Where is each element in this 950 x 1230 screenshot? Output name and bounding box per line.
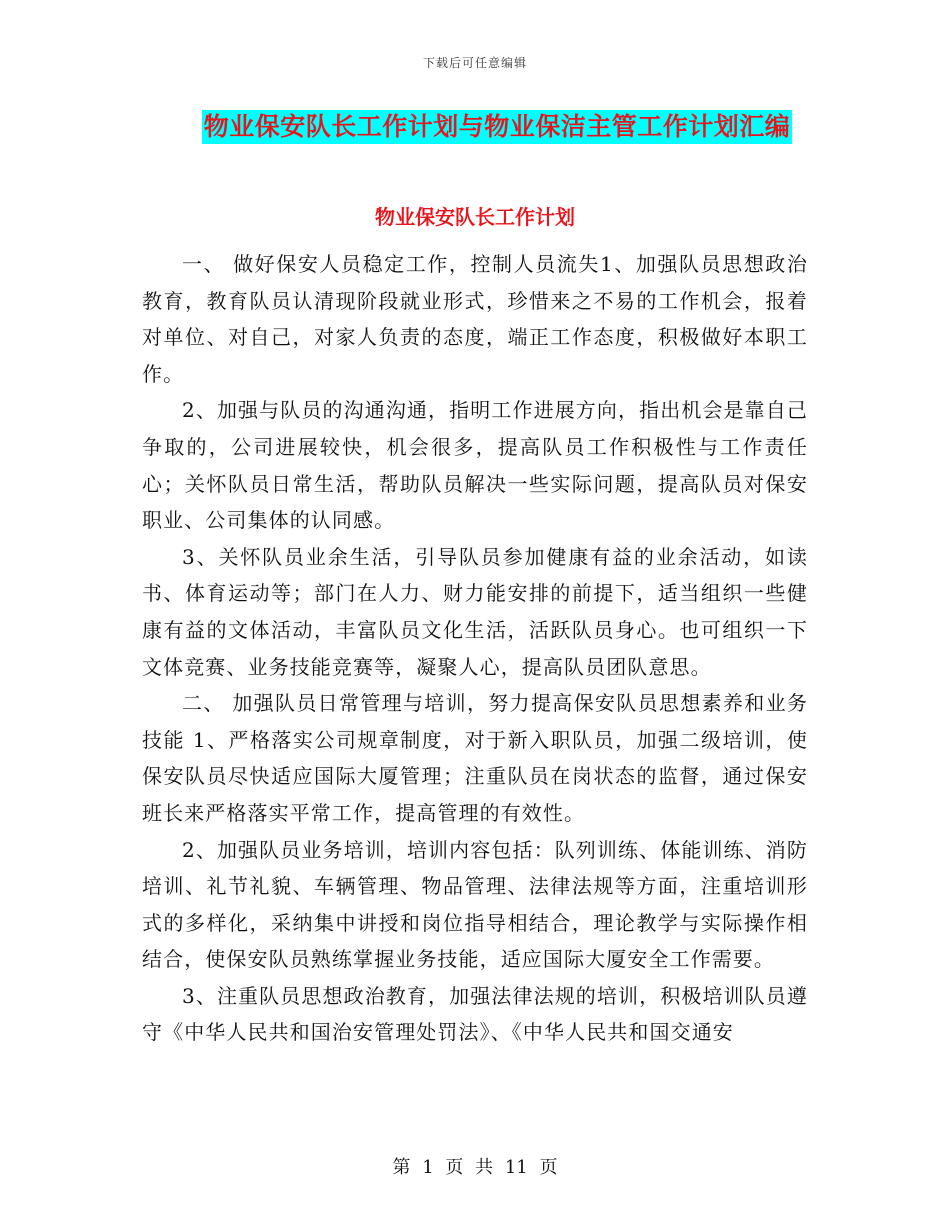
- paragraph: 3、关怀队员业余生活，引导队员参加健康有益的业余活动，如读书、体育运动等；部门在人力、财力能安排的前提下，适当组织一些健康有益的文体活动，丰富队员文化生活，活跃队员身心。也可组织一下文体竞赛、业务技能竞赛等，凝聚人心，提高队员团队意思。: [142, 544, 808, 679]
- paragraph: 2、加强队员业务培训，培训内容包括：队列训练、体能训练、消防培训、礼节礼貌、车辆管理、物品管理、法律法规等方面，注重培训形式的多样化，采纳集中讲授和岗位指导相结合，理论教学与实际操作相结合，使保安队员熟练掌握业务技能，适应国际大厦安全工作需要。: [142, 837, 808, 972]
- document-body: [142, 246, 808, 1051]
- main-title-container: [0, 110, 950, 144]
- paragraph: 2、加强与队员的沟通沟通，指明工作进展方向，指出机会是靠自己争取的，公司进展较快，机会很多，提高队员工作积极性与工作责任心；关怀队员日常生活，帮助队员解决一些实际问题，提高队员对保安职业、公司集体的认同感。: [142, 398, 808, 533]
- paragraph: 二、 加强队员日常管理与培训，努力提高保安队员思想素养和业务技能 1、严格落实公司规章制度，对于新入职队员，加强二级培训，使保安队员尽快适应国际大厦管理；注重队员在岗状态的监督，通过保安班长来严格落实平常工作，提高管理的有效性。: [142, 691, 809, 825]
- document-title: 物业保安队长工作计划与物业保洁主管工作计划汇编: [202, 110, 793, 144]
- page-footer: 第 1 页 共 11 页: [392, 1157, 558, 1178]
- paragraph: 一、 做好保安人员稳定工作，控制人员流失1、加强队员思想政治教育，教育队员认清现阶段就业形式，珍惜来之不易的工作机会，报着对单位、对自己，对家人负责的态度，端正工作态度，积极做好本职工作。: [142, 252, 808, 386]
- header-note: 下载后可任意编辑: [422, 56, 527, 70]
- paragraph: 3、注重队员思想政治教育，加强法律法规的培训，积极培训队员遵守《中华人民共和国治安管理处罚法》、《中华人民共和国交通安: [142, 983, 808, 1045]
- section-title: 物业保安队长工作计划: [375, 205, 575, 229]
